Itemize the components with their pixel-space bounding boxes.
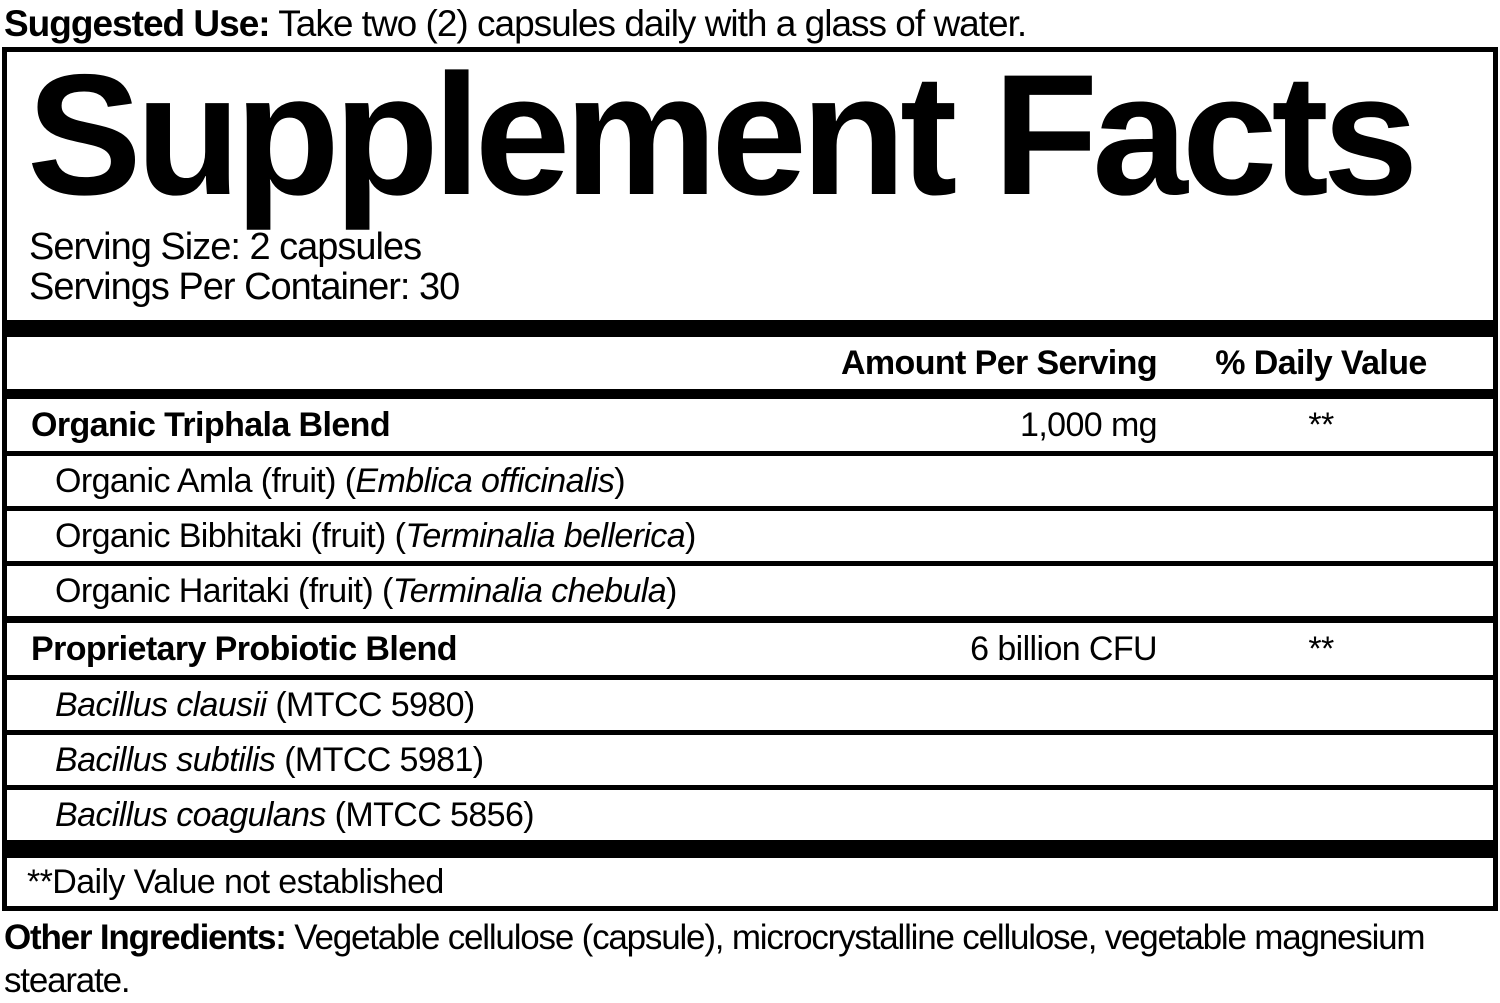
thick-divider-bottom	[7, 840, 1493, 858]
header-bottom-divider	[7, 389, 1493, 399]
thick-divider-top	[7, 320, 1493, 337]
amount-value: 1,000 mg	[1020, 405, 1157, 444]
ingredient-name: Organic Triphala Blend	[31, 405, 390, 444]
amount-value: 6 billion CFU	[970, 629, 1157, 668]
ingredient-row	[7, 680, 1493, 730]
ingredient-name: Proprietary Probiotic Blend	[31, 629, 457, 668]
servings-per-container: Servings Per Container: 30	[29, 266, 460, 309]
ingredient-row	[7, 399, 1493, 451]
ingredient-row	[7, 735, 1493, 785]
other-ingredients-text: Vegetable cellulose (capsule), microcrystalline cellulose, vegetable magnesium stearate.	[4, 918, 1425, 1000]
ingredient-row	[7, 456, 1493, 506]
serving-size: Serving Size: 2 capsules	[29, 226, 422, 269]
ingredient-name: Organic Amla (fruit) (Emblica officinalis)	[55, 461, 625, 500]
daily-value: **	[1308, 629, 1334, 668]
row-separator	[7, 616, 1493, 623]
ingredient-row	[7, 790, 1493, 840]
amount-per-serving-header: Amount Per Serving	[840, 343, 1157, 382]
suggested-use-text: Take two (2) capsules daily with a glass of water.	[269, 3, 1027, 44]
suggested-use-label: Suggested Use:	[4, 3, 270, 44]
ingredient-name: Organic Haritaki (fruit) (Terminalia chebula)	[55, 571, 677, 610]
ingredient-row	[7, 566, 1493, 616]
daily-value-header: % Daily Value	[1215, 343, 1427, 382]
ingredient-name: Bacillus subtilis (MTCC 5981)	[55, 740, 484, 779]
ingredient-row	[7, 511, 1493, 561]
nutrient-rows	[7, 399, 1493, 840]
ingredient-row	[7, 623, 1493, 675]
column-header-row	[7, 337, 1493, 389]
daily-value-footnote: **Daily Value not established	[27, 862, 444, 901]
daily-value: **	[1308, 405, 1334, 444]
other-ingredients-label: Other Ingredients:	[4, 918, 286, 958]
ingredient-name: Bacillus clausii (MTCC 5980)	[55, 685, 475, 724]
panel-title: Supplement Facts	[27, 38, 1413, 231]
supplement-facts-panel	[2, 38, 1498, 911]
ingredient-name: Bacillus coagulans (MTCC 5856)	[55, 795, 534, 834]
ingredient-name: Organic Bibhitaki (fruit) (Terminalia bellerica)	[55, 516, 696, 555]
other-ingredients	[0, 917, 1480, 1002]
